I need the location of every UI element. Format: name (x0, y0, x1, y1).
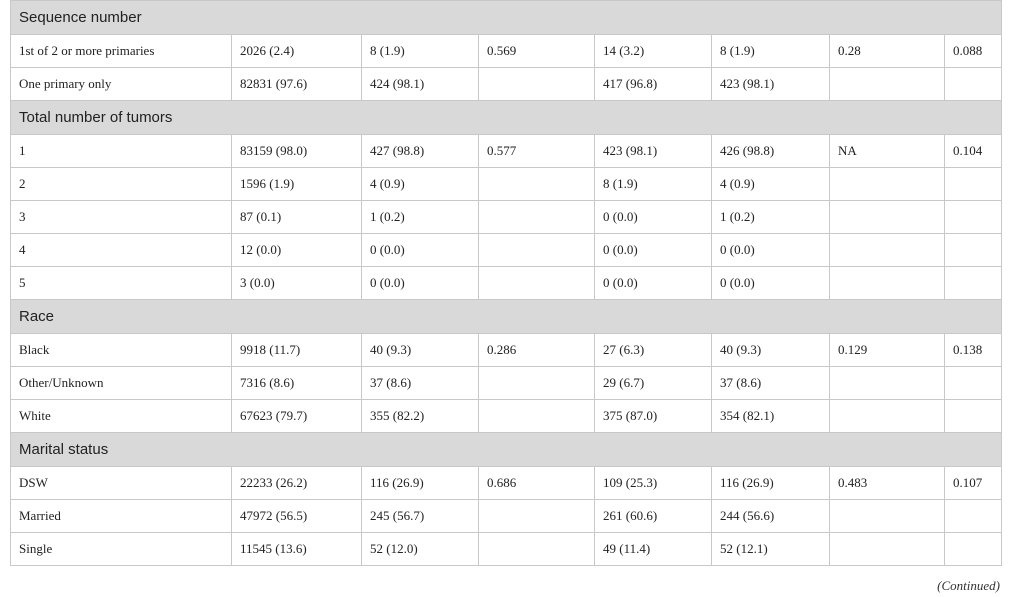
section-title: Marital status (11, 433, 1002, 467)
table-cell (945, 68, 1002, 101)
table-cell: 1 (0.2) (362, 201, 479, 234)
table-cell: 8 (1.9) (712, 35, 830, 68)
table-cell: 4 (0.9) (362, 168, 479, 201)
data-table (10, 0, 1002, 566)
table-cell (479, 367, 595, 400)
table-cell: 82831 (97.6) (232, 68, 362, 101)
table-cell: 0 (0.0) (595, 201, 712, 234)
table-cell: 4 (0.9) (712, 168, 830, 201)
table-cell: 0 (0.0) (712, 234, 830, 267)
table-cell (479, 400, 595, 433)
table-row (11, 267, 1002, 300)
table-cell: NA (830, 135, 945, 168)
row-label-cell: 5 (11, 267, 232, 300)
table-cell: 109 (25.3) (595, 467, 712, 500)
table-row (11, 135, 1002, 168)
table-cell (830, 500, 945, 533)
row-label-cell: DSW (11, 467, 232, 500)
table-cell: 37 (8.6) (712, 367, 830, 400)
table-cell: 11545 (13.6) (232, 533, 362, 566)
table-cell: 0.088 (945, 35, 1002, 68)
table-cell (479, 68, 595, 101)
table-cell: 0.104 (945, 135, 1002, 168)
table-cell: 0 (0.0) (362, 234, 479, 267)
table-cell (830, 68, 945, 101)
table-cell: 37 (8.6) (362, 367, 479, 400)
table-cell: 0.569 (479, 35, 595, 68)
table-row (11, 234, 1002, 267)
table-row (11, 467, 1002, 500)
row-label-cell: Black (11, 334, 232, 367)
table-cell (830, 168, 945, 201)
table-cell: 52 (12.1) (712, 533, 830, 566)
table-cell (479, 168, 595, 201)
table-cell (945, 168, 1002, 201)
table-cell: 14 (3.2) (595, 35, 712, 68)
table-cell: 0 (0.0) (362, 267, 479, 300)
table-cell: 375 (87.0) (595, 400, 712, 433)
section-title: Race (11, 300, 1002, 334)
row-label-cell: 1 (11, 135, 232, 168)
row-label-cell: Married (11, 500, 232, 533)
table-cell: 0.28 (830, 35, 945, 68)
row-label-cell: 4 (11, 234, 232, 267)
table-cell: 2026 (2.4) (232, 35, 362, 68)
section-title: Sequence number (11, 1, 1002, 35)
table-cell: 1596 (1.9) (232, 168, 362, 201)
section-header-row (11, 1, 1002, 35)
table-cell (479, 234, 595, 267)
table-cell (479, 267, 595, 300)
row-label-cell: 2 (11, 168, 232, 201)
table-cell: 29 (6.7) (595, 367, 712, 400)
table-cell: 0.577 (479, 135, 595, 168)
table-cell: 8 (1.9) (362, 35, 479, 68)
table-cell: 0 (0.0) (595, 234, 712, 267)
table-cell (945, 234, 1002, 267)
table-cell: 0.483 (830, 467, 945, 500)
table-cell: 12 (0.0) (232, 234, 362, 267)
table-cell: 0.138 (945, 334, 1002, 367)
table-cell: 40 (9.3) (362, 334, 479, 367)
table-cell: 0.686 (479, 467, 595, 500)
section-header-row (11, 101, 1002, 135)
table-cell: 0 (0.0) (712, 267, 830, 300)
table-cell: 9918 (11.7) (232, 334, 362, 367)
table-cell: 423 (98.1) (712, 68, 830, 101)
table-cell: 427 (98.8) (362, 135, 479, 168)
table-cell: 0.129 (830, 334, 945, 367)
table-row (11, 400, 1002, 433)
row-label-cell: 1st of 2 or more primaries (11, 35, 232, 68)
section-title: Total number of tumors (11, 101, 1002, 135)
table-cell: 22233 (26.2) (232, 467, 362, 500)
table-cell: 27 (6.3) (595, 334, 712, 367)
table-cell: 244 (56.6) (712, 500, 830, 533)
table-row (11, 334, 1002, 367)
table-cell: 424 (98.1) (362, 68, 479, 101)
table-cell: 0.107 (945, 467, 1002, 500)
table-cell: 116 (26.9) (362, 467, 479, 500)
table-row (11, 533, 1002, 566)
table-cell: 0.286 (479, 334, 595, 367)
section-header-row (11, 433, 1002, 467)
table-cell: 116 (26.9) (712, 467, 830, 500)
table-cell (945, 267, 1002, 300)
row-label-cell: One primary only (11, 68, 232, 101)
table-cell (830, 201, 945, 234)
table-row (11, 201, 1002, 234)
table-cell (479, 533, 595, 566)
table-cell: 261 (60.6) (595, 500, 712, 533)
table-cell: 49 (11.4) (595, 533, 712, 566)
row-label-cell: Other/Unknown (11, 367, 232, 400)
table-cell: 40 (9.3) (712, 334, 830, 367)
table-cell: 52 (12.0) (362, 533, 479, 566)
table-cell: 3 (0.0) (232, 267, 362, 300)
row-label-cell: Single (11, 533, 232, 566)
table-cell: 47972 (56.5) (232, 500, 362, 533)
table-cell: 0 (0.0) (595, 267, 712, 300)
table-cell (830, 267, 945, 300)
table-row (11, 367, 1002, 400)
table-cell (830, 367, 945, 400)
table-cell (479, 201, 595, 234)
table-cell: 354 (82.1) (712, 400, 830, 433)
table-cell (945, 400, 1002, 433)
table-cell: 426 (98.8) (712, 135, 830, 168)
table-cell: 67623 (79.7) (232, 400, 362, 433)
table-cell: 1 (0.2) (712, 201, 830, 234)
table-cell (830, 400, 945, 433)
table-cell (945, 367, 1002, 400)
table-cell: 423 (98.1) (595, 135, 712, 168)
table-cell: 417 (96.8) (595, 68, 712, 101)
table-row (11, 35, 1002, 68)
table-body (11, 1, 1002, 566)
table-cell: 8 (1.9) (595, 168, 712, 201)
row-label-cell: White (11, 400, 232, 433)
row-label-cell: 3 (11, 201, 232, 234)
table-row (11, 500, 1002, 533)
table-cell (945, 500, 1002, 533)
continued-note: (Continued) (937, 578, 1000, 593)
table-cell (945, 533, 1002, 566)
table-cell: 87 (0.1) (232, 201, 362, 234)
table-cell (945, 201, 1002, 234)
table-cell: 7316 (8.6) (232, 367, 362, 400)
table-row (11, 68, 1002, 101)
table-row (11, 168, 1002, 201)
table-cell (479, 500, 595, 533)
table-cell: 355 (82.2) (362, 400, 479, 433)
table-cell (830, 533, 945, 566)
table-cell: 83159 (98.0) (232, 135, 362, 168)
table-cell (830, 234, 945, 267)
section-header-row (11, 300, 1002, 334)
table-cell: 245 (56.7) (362, 500, 479, 533)
